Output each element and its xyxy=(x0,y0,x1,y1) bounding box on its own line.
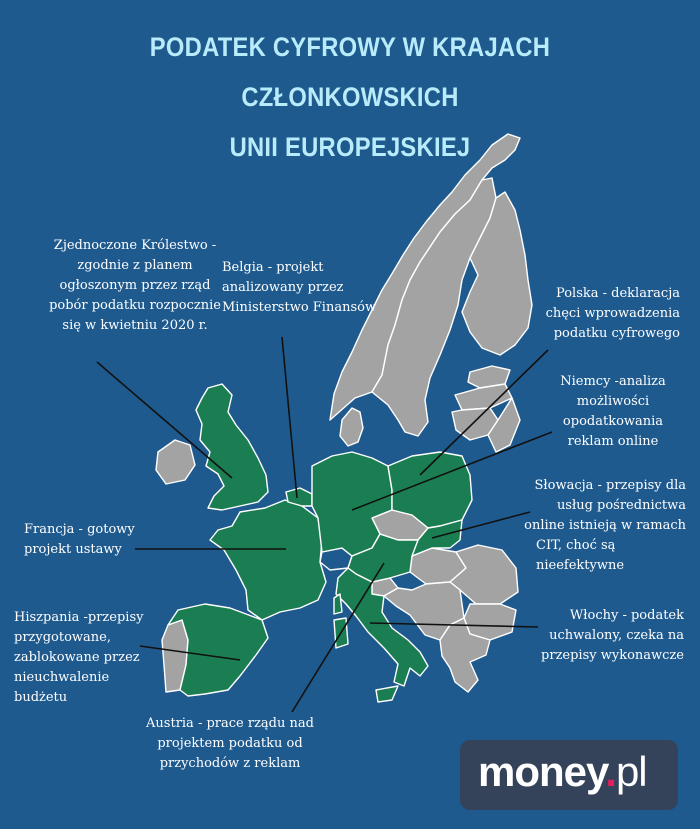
annotation-austria: Austria - prace rządu nad projektem podatku od przychodów z reklam xyxy=(146,716,314,771)
annotation-uk: Zjednoczone Królestwo - zgodnie z planem ogłoszonym przez rząd pobór podatku rozpocznie się w kwietniu 2020 r. xyxy=(49,238,221,333)
annotation-spain: Hiszpania -przepisy przygotowane, zablokowane przez nieuchwalenie budżetu xyxy=(14,610,144,705)
title-line-1: PODATEK CYFROWY W KRAJACH CZŁONKOWSKICH xyxy=(149,32,551,112)
united-kingdom xyxy=(196,384,268,510)
annotation-poland: Polska - deklaracja chęci wprowadzenia podatku cyfrowego xyxy=(545,286,680,341)
title-line-2: UNII EUROPEJSKIEJ xyxy=(229,132,471,162)
annotation-belgium: Belgia - projekt analizowany przez Ministerstwo Finansów xyxy=(222,260,377,315)
annotation-germany: Niemcy -analiza możliwości opodatkowania reklam online xyxy=(560,374,666,449)
latvia xyxy=(455,384,512,410)
leader-belgium xyxy=(282,337,297,498)
sicily xyxy=(376,686,398,702)
money-pl-logo xyxy=(460,740,678,810)
annotation-france: Francja - gotowy projekt ustawy xyxy=(24,522,135,557)
corsica xyxy=(334,594,342,614)
france xyxy=(210,500,326,620)
logo-wordmark: money.pl xyxy=(478,748,647,795)
annotation-slovakia: Słowacja - przepisy dla usług pośrednictwa online istnieją w ramach CIT, choć są nieefektywne xyxy=(524,478,686,573)
denmark xyxy=(340,408,363,446)
ireland xyxy=(156,440,195,484)
annotation-italy: Włochy - podatek uchwalony, czeka na przepisy wykonawcze xyxy=(541,608,684,663)
